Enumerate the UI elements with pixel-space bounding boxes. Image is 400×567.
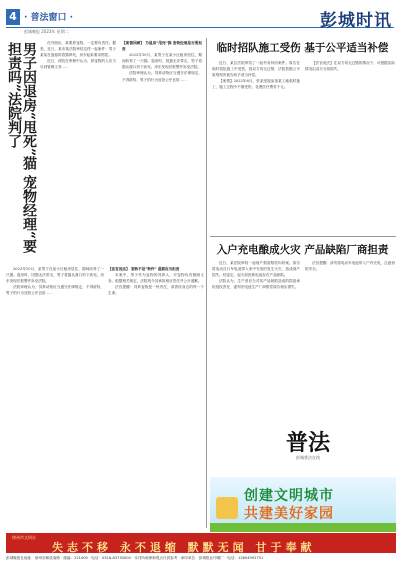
article2-paragraph: 近日，某区法院审结了一起劳务纠纷案件。原告在临时招队施工中受伤，因双方均无过错，法院依据公平原则判决被告给予适当补偿。 <box>212 61 300 78</box>
article1-paragraph: 本案中，男子作为宠物的饲养人，对宠物负有照顾义务。根据相关规定，法院判令其承担相应责任并公开道歉。 <box>108 273 204 284</box>
slogan-text: 失志不移 永不退缩 默默无闻 甘于奉献 <box>52 541 316 554</box>
article1-column-b <box>122 40 202 254</box>
article1-paragraph: 2023年10月，某男子在某小区租房居住，期间收养了一只猫。退房时，因猫无法带走，男子将猫从窗口扔下致死。房东发现后报警并诉至法院。 <box>6 267 104 284</box>
article2-paragraph: 【案情】2022年6月，张某受雇参加某工地临时施工，施工过程中不慎受伤，花费医疗费若干元。 <box>212 79 300 90</box>
article1-paragraph: 近日，该院在审理中认为，养宠物的人应当尽到管理义务…… <box>40 59 116 70</box>
article1-paragraph: 法院审理认为，饲养动物应当遵守法律规定，不得虐待，男子的行为违背公序良俗…… <box>6 285 104 296</box>
article1-column-a <box>40 40 116 254</box>
section-title: · 普法窗口 · <box>24 13 74 23</box>
article1-title: 男子因退房“甩死”猫 宠物经理“要担责吗”法院判了 <box>6 42 37 254</box>
article1-subhead: 【案情回顾】 为退房“甩死”猫 宠物经理是否要担责 <box>122 41 202 52</box>
article3-column-a <box>212 260 300 426</box>
civilization-banner-line1: 创建文明城市 <box>244 488 334 504</box>
article1-subhead: 【法官说法】 宠物不是“物件” 虐猫应当担责 <box>108 267 180 271</box>
pufa-logo-caption: 彭城普法在线 <box>296 455 320 460</box>
article1-paragraph: 法官提醒：饲养宠物是一份责任，请善待身边的每一个生命。 <box>108 285 204 296</box>
page-footer: 彭城晚报社地址：徐州市解放南路 · 邮编：221000 · 电话：0516-83730000 · 本刊所载律师观点仅供参考 · 承印单位：彭城报业印刷厂 · 电话：12604992751 <box>6 556 264 560</box>
article3-paragraph: 法官提醒：请勿将电动车电池带入户内充电，注意消防安全。 <box>305 261 395 272</box>
slogan-source: 徐州市文明办 <box>12 535 36 540</box>
article2-title: 临时招队施工受伤 基于公平适当补偿 <box>216 42 389 54</box>
section-divider <box>210 236 396 237</box>
article3-paragraph: 法院认为，生产者应当对其产品缺陷造成的损害承担侵权责任，遂判决电池生产厂商赔偿原告相应损失。 <box>212 279 300 290</box>
pufa-logo-ad <box>268 431 348 467</box>
article1-paragraph: 在外面玩，真要养宠物，一定要负责任。据悉，近日，某市某法院审结这样一起案件：男子某某在退租时将猫摔死，房东起诉要求赔偿。 <box>40 41 116 58</box>
article3-paragraph: 近日，某法院审结一起财产损害赔偿纠纷案。原告将电动自行车电池带入家中充电时发生火灾，造成财产损失。经鉴定，起火原因系电池存在产品缺陷。 <box>212 261 300 278</box>
slogan-banner <box>6 533 396 553</box>
article1-paragraph: 2023年10月，某男子在某小区租房居住，期间收养了一只猫。退房时，因猫无法带走，男子将猫从窗口扔下致死。房东发现后报警并诉至法院。 <box>122 53 202 70</box>
article3-column-b <box>305 260 395 426</box>
masthead-logo: 彭城时讯 <box>320 11 392 31</box>
civilization-banner-line2: 共建美好家园 <box>244 506 334 522</box>
page-header <box>6 6 394 34</box>
civilization-banner <box>210 477 396 532</box>
column-divider <box>206 38 207 528</box>
article1-column-c <box>6 266 104 528</box>
house-icon <box>216 497 238 519</box>
header-subline: 彭城晚报 2023年 星期二 <box>24 29 69 34</box>
article3-title: 入户充电酿成火灾 产品缺陷厂商担责 <box>216 244 389 256</box>
grass-decoration <box>210 523 396 532</box>
article1-column-d <box>108 266 204 528</box>
article2-column-b <box>305 60 395 232</box>
pufa-logo-mark: 普法 <box>285 430 330 456</box>
article1-paragraph: 法院审理认为，饲养动物应当遵守法律规定，不得虐待，男子的行为违背公序良俗…… <box>122 71 202 82</box>
page-number: 4 <box>6 9 20 25</box>
article2-column-a <box>212 60 300 232</box>
article2-paragraph: 【法官说法】在双方均无过错的情况下，可根据实际情况由双方分担损失。 <box>305 61 395 72</box>
